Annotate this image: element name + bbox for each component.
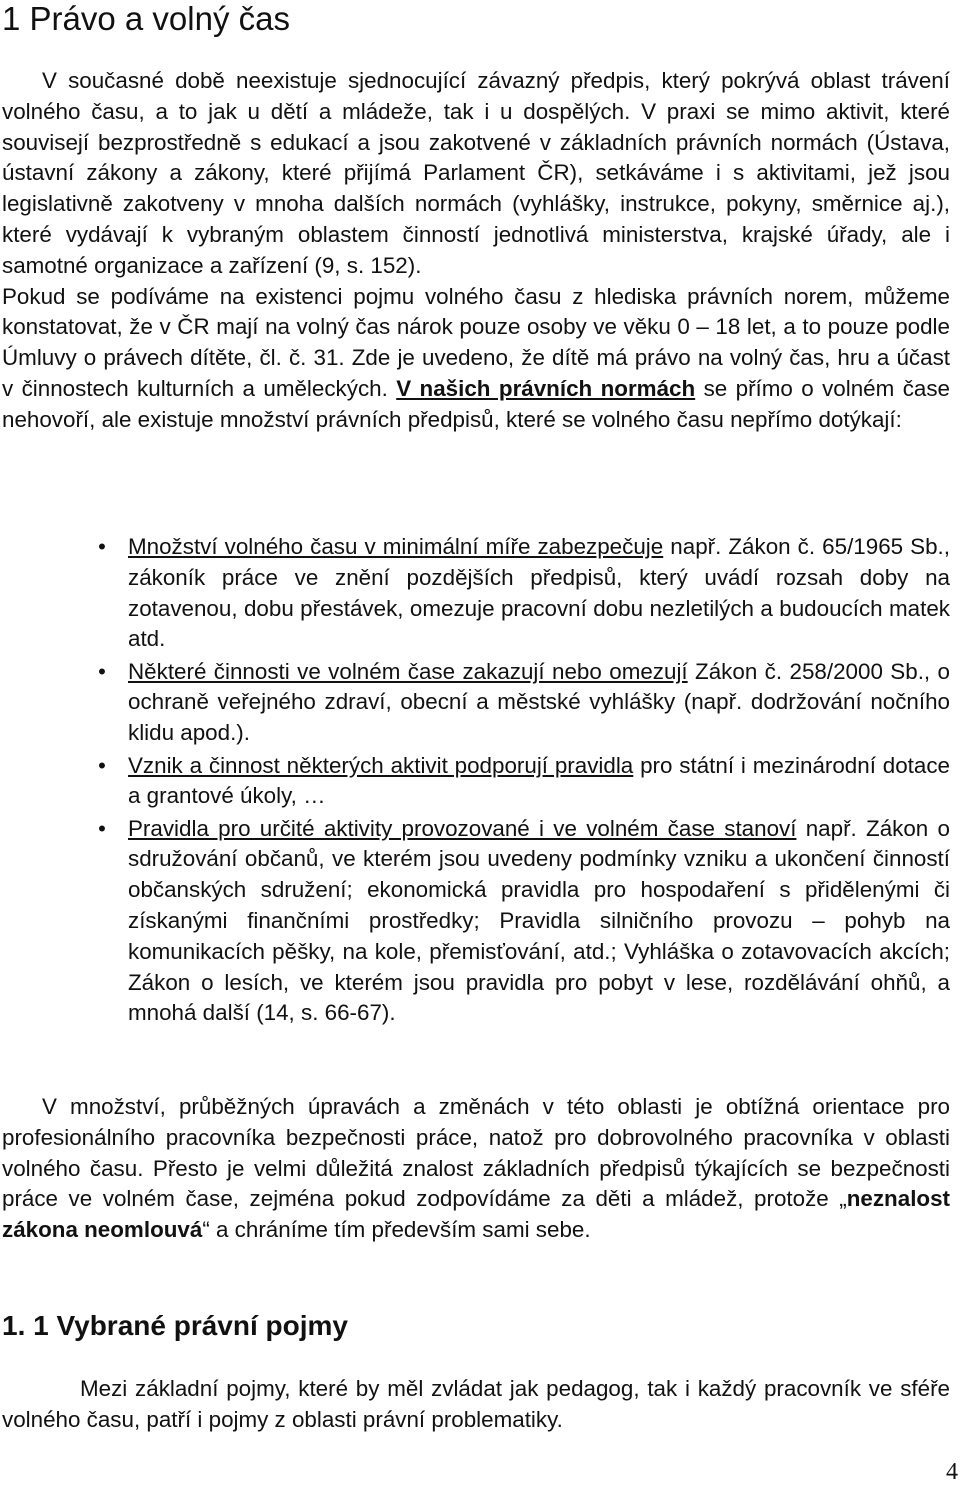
bullet-icon: • [98, 815, 106, 841]
concepts-paragraph [2, 1374, 950, 1436]
list-item-underlined: Některé činnosti ve volném čase zakazují nebo omezují [128, 658, 688, 684]
bullet-icon: • [98, 658, 106, 684]
ignorance-of-law-bold: neznalost zákona neomlouvá [2, 1186, 950, 1243]
list-item-underlined: Pravidla pro určité aktivity provozované i ve volném čase stanoví [128, 815, 797, 841]
list-item-text: např. Zákon č. 65/1965 Sb., zákoník práce ve znění pozdějších předpisů, který uvádí rozsah doby na zotavenou, dobu přestávek, omezuje pracovní dobu nezletilých a budoucích matek atd. [128, 534, 950, 652]
safety-text-start: V množství, průběžných úpravách a změnách v této oblasti je obtížná orientace pro profesionálního pracovníka bezpečnosti práce, natož pro dobrovolného pracovníka v oblasti volného času. Přesto je velmi důležitá znalost základních předpisů týkajících se bezpečnosti práce ve volném čase, zejména pokud zodpovídáme za děti a mládež, protože „ [2, 1094, 950, 1212]
paragraph2-text-start: Pokud se podíváme na existenci pojmu volného času z hlediska právních norem, můžeme konstatovat, že v ČR mají na volný čas nárok pouze osoby ve věku 0 – 18 let, a to pouze podle Úmluvy o právech dítěte, čl. č. 31. Zde je uvedeno, že dítě má právo na volný čas, hru a účast v činnostech kulturních a uměleckých. [2, 283, 950, 401]
safety-text-end: “ a chráníme tím především sami sebe. [202, 1217, 591, 1243]
bullet-icon: • [98, 534, 106, 559]
list-item [2, 751, 950, 813]
intro-paragraph [2, 66, 950, 436]
list-item-underlined: Množství volného času v minimální míře zabezpečuje [128, 534, 664, 559]
list-item [2, 814, 950, 1030]
chapter-heading: 1 Právo a volný čas [2, 0, 290, 37]
list-item [2, 657, 950, 749]
concepts-text: Mezi základní pojmy, které by měl zvládat jak pedagog, tak i každý pracovník ve sféře volného času, patří i pojmy z oblasti právní problematiky. [2, 1376, 950, 1432]
list-item-text: pro státní i mezinárodní dotace a grantové úkoly, … [128, 752, 950, 809]
page-number: 4 [946, 1459, 958, 1485]
bullet-icon: • [98, 752, 106, 778]
legal-norms-link[interactable]: V našich právních normách [396, 375, 696, 401]
list-item [2, 532, 950, 655]
list-item-text: Zákon č. 258/2000 Sb., o ochraně veřejného zdraví, obecní a městské vyhlášky (např. dodržování nočního klidu apod.). [128, 658, 950, 746]
intro-text: V současné době neexistuje sjednocující závazný předpis, který pokrývá oblast trávení volného času, a to jak u dětí a mládeže, tak i u dospělých. V praxi se mimo aktivit, které souvisejí bezprostředně s edukací a jsou zakotvené v základních právních normách (Ústava, ústavní zákony a zákony, které přijímá Parlament ČR), setkáváme i s aktivitami, jež jsou legislativně zakotveny v mnoha dalších normách (vyhlášky, instrukce, pokyny, směrnice aj.), které vydávají k vybraným oblastem činností jednotlivá ministerstva, krajské úřady, ale i samotné organizace a zařízení (9, s. 152). [2, 68, 950, 278]
safety-paragraph [2, 1092, 950, 1246]
list-item-text: např. Zákon o sdružování občanů, ve kterém jsou uvedeny podmínky vzniku a ukončení činností občanských sdružení; ekonomická pravidla pro hospodaření s přidělenými či získanými finančními prostředky; Pravidla silničního provozu – pohyb na komunikacích pěšky, na kole, přemisťování, atd.; Vyhláška o zotavovacích akcích; Zákon o lesích, ve kterém jsou pravidla pro pobyt v lese, rozdělávání ohňů, a mnohá další (14, s. 66-67). [128, 815, 950, 1026]
legal-regulations-list [2, 532, 950, 1031]
paragraph2-text-end: se přímo o volném čase nehovoří, ale existuje množství právních předpisů, které se volného času nepřímo dotýkají: [2, 375, 950, 432]
list-item-underlined: Vznik a činnost některých aktivit podporují pravidla [128, 752, 634, 778]
section-heading: 1. 1 Vybrané právní pojmy [2, 1310, 348, 1341]
